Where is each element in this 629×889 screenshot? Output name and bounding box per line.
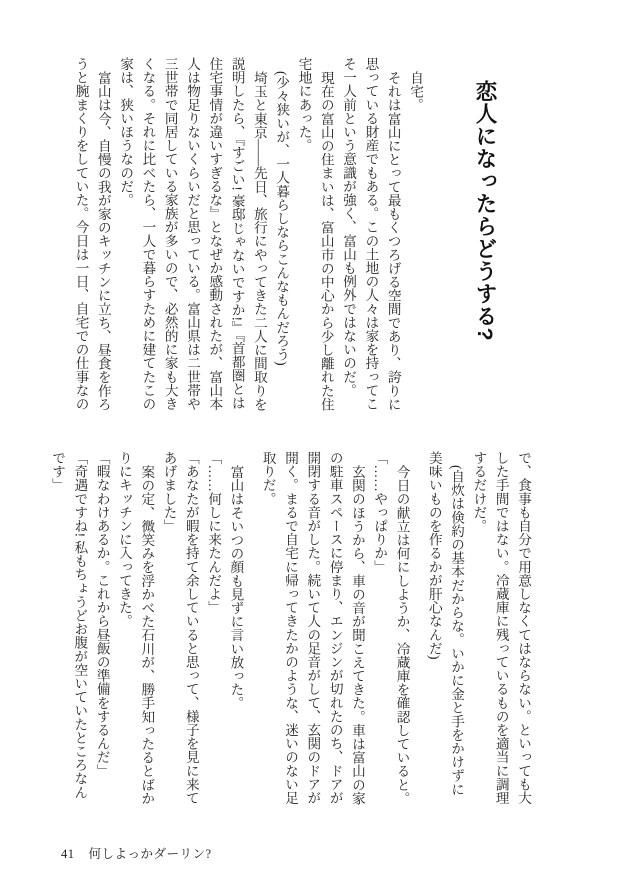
paragraph: それは富山にとって最もくつろげる空間であり、誇りに思っている財産でもある。この土地の人々は家を持ってこそ一人前という意識が強く、富山も例外ではないのだ。 (341, 57, 401, 411)
paragraph: (少々狭いが、一人暮らしならこんなもんだろう) (274, 70, 290, 366)
page-footer (61, 844, 212, 862)
paragraph: 埼玉と東京――先日、旅行にやってきた二人に間取りを説明したら、『すごい! 豪邸じゃないですか!』『首都圏とは住宅事情が違いすぎるな』となぜか感動されたが、富山本人は物足りないくらいだと思っている。富山県は二世帯や三世帯で同居している家族が多いので、必然的に家も大きくなる。それに比べたら、一人で暮らすために建てたこの家は、狭いほうなのだ。 (118, 57, 267, 411)
paragraph: で、食事も自分で用意しなくてはならない。といっても大した手間ではない。冷蔵庫に残っているものを適当に調理するだけだ。 (471, 451, 531, 805)
body-text-upper (69, 57, 426, 411)
paragraph: (自炊は倹約の基本だからな。いかに金と手をかけずに美味いものを作るかが肝心なんだ) (426, 451, 465, 796)
paragraph: 「……やっぱりか」 (372, 451, 388, 574)
page-number: 41 (61, 847, 75, 861)
text-block-upper (69, 57, 500, 411)
paragraph: 富山は今、自慢の我が家のキッチンに立ち、昼食を作ろうと腕まくりをしていた。今日は一日、自宅での仕事なの (73, 57, 111, 411)
text-block-lower (46, 451, 534, 805)
paragraph: 「暇なわけあるか。これから昼飯の準備をするんだ」 (94, 451, 110, 778)
chapter-title: 恋人になったらどうする? (473, 80, 497, 342)
paragraph: 自宅。 (408, 70, 423, 112)
paragraph: 「……何しに来たんだよ」 (206, 451, 222, 615)
paragraph: 現在の富山の住まいは、富山市の中心から少し離れた住宅地にあった。 (296, 57, 334, 411)
paragraph: 今日の献立は何にしようか、冷蔵庫を確認していると。 (394, 464, 410, 805)
paragraph: 案の定、微笑みを浮かべた石川が、勝手知ったるとばかりにキッチンに入ってきた。 (116, 451, 155, 805)
paragraph: 玄関のほうから、車の音が聞こえてきた。車は富山の家の駐車スペースに停まり、エンジンが切れたのち、ドアが開閉する音がした。続いて人の足音がして、玄関のドアが開く。まるで自宅に帰ってきたかのような、迷いのない足取りだ。 (260, 451, 365, 805)
running-title: 何しよっかダーリン? (88, 847, 212, 861)
paragraph: 「奇遇ですね! 私もちょうどお腹が空いていたところなんです」 (50, 451, 88, 799)
paragraph: 「あなたが暇を持て余していると思って、様子を見に来てあげました」 (161, 451, 199, 805)
paragraph: 富山はそいつの顔も見ずに言い放った。 (228, 464, 244, 710)
